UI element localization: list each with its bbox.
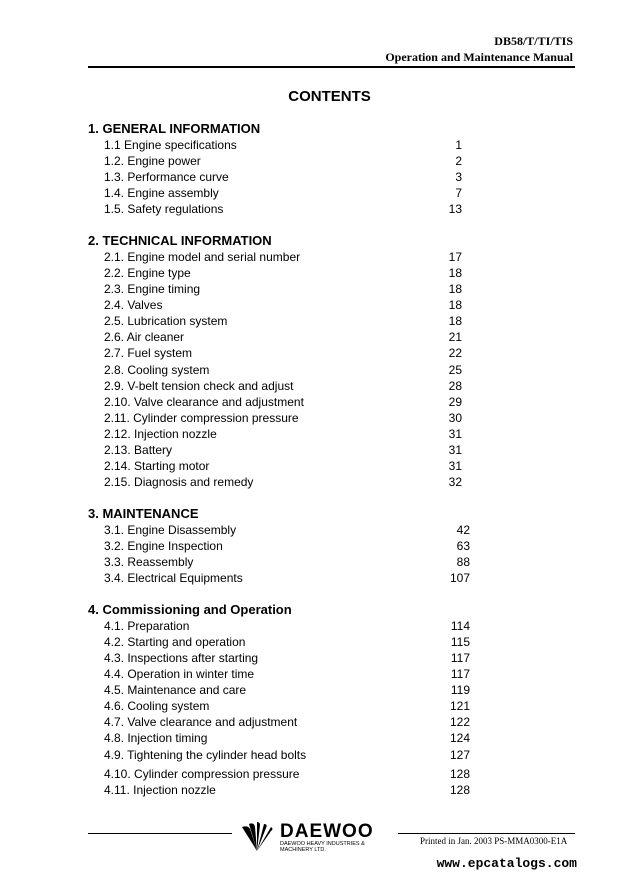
- toc-item: 3.4. Electrical Equipments: [104, 571, 243, 585]
- toc-item: 2.11. Cylinder compression pressure: [104, 411, 299, 425]
- toc-item: 2.12. Injection nozzle: [104, 427, 217, 441]
- footer-rule-left: [88, 833, 232, 834]
- toc-item: 2.8. Cooling system: [104, 363, 210, 377]
- toc-page: 28: [448, 379, 462, 393]
- header-manual-title: Operation and Maintenance Manual: [385, 50, 573, 64]
- section-title: 3. MAINTENANCE: [88, 506, 199, 521]
- toc-page: 124: [449, 731, 470, 745]
- toc-page: 117: [450, 651, 470, 665]
- toc-page: 30: [448, 411, 462, 425]
- logo-subtext: DAEWOO HEAVY INDUSTRIES & MACHINERY LTD.: [280, 841, 365, 853]
- toc-item: 2.5. Lubrication system: [104, 314, 228, 328]
- toc-item: 1.3. Performance curve: [104, 170, 229, 184]
- toc-item: 1.1 Engine specifications: [104, 138, 237, 152]
- toc-item: 1.4. Engine assembly: [104, 186, 219, 200]
- toc-page: 18: [448, 298, 462, 312]
- toc-item: 4.3. Inspections after starting: [104, 651, 259, 665]
- toc-item: 4.2. Starting and operation: [104, 635, 246, 649]
- toc-item: 2.3. Engine timing: [104, 282, 201, 296]
- toc-page: 31: [448, 459, 462, 473]
- toc-page: 22: [448, 346, 462, 360]
- toc-page: 7: [455, 186, 462, 200]
- toc-page: 18: [448, 314, 462, 328]
- header-rule: [88, 66, 575, 68]
- section-title: 1. GENERAL INFORMATION: [88, 121, 261, 136]
- toc-item: 4.8. Injection timing: [104, 731, 208, 745]
- toc-page: 121: [449, 699, 470, 713]
- print-info: Printed in Jan. 2003 PS-MMA0300-E1A: [420, 836, 568, 846]
- toc-page: 115: [450, 635, 470, 649]
- toc-page: 127: [449, 748, 470, 762]
- toc-page: 107: [449, 571, 470, 585]
- toc-page: 3: [455, 170, 462, 184]
- toc-item: 2.2. Engine type: [104, 266, 191, 280]
- toc-page: 32: [448, 475, 462, 489]
- toc-page: 117: [450, 667, 470, 681]
- toc-item: 2.13. Battery: [104, 443, 173, 457]
- toc-page: 31: [448, 427, 462, 441]
- toc-page: 2: [455, 154, 462, 168]
- daewoo-emblem-icon: [238, 821, 276, 853]
- daewoo-logo: [238, 821, 398, 853]
- toc-item: 2.4. Valves: [104, 298, 163, 312]
- toc-page: 88: [456, 555, 470, 569]
- toc-item: 3.1. Engine Disassembly: [104, 523, 237, 537]
- section-title: 2. TECHNICAL INFORMATION: [88, 233, 272, 248]
- toc-page: 18: [448, 282, 462, 296]
- toc-item: 4.10. Cylinder compression pressure: [104, 767, 300, 781]
- toc-page: 128: [449, 783, 470, 797]
- toc-item: 1.2. Engine power: [104, 154, 201, 168]
- section-title: 4. Commissioning and Operation: [88, 602, 292, 617]
- toc-item: 2.10. Valve clearance and adjustment: [104, 395, 304, 409]
- toc-page: 1: [455, 138, 462, 152]
- toc-item: 4.6. Cooling system: [104, 699, 210, 713]
- toc-item: 2.14. Starting motor: [104, 459, 210, 473]
- toc-item: 2.6. Air cleaner: [104, 330, 185, 344]
- toc-page: 128: [449, 767, 470, 781]
- toc-item: 3.3. Reassembly: [104, 555, 194, 569]
- toc-page: 114: [450, 619, 470, 633]
- toc-item: 2.7. Fuel system: [104, 346, 193, 360]
- toc-page: 122: [449, 715, 470, 729]
- toc-item: 4.5. Maintenance and care: [104, 683, 247, 697]
- toc-page: 13: [448, 202, 462, 216]
- footer-rule-right: [398, 833, 575, 834]
- toc-page: 63: [456, 539, 470, 553]
- toc-item: 3.2. Engine Inspection: [104, 539, 223, 553]
- toc-item: 2.1. Engine model and serial number: [104, 250, 301, 264]
- header-model: DB58/T/TI/TIS: [494, 34, 573, 48]
- toc-page: 18: [448, 266, 462, 280]
- toc-page: 42: [456, 523, 470, 537]
- toc-page: 31: [448, 443, 462, 457]
- toc-item: 4.1. Preparation: [104, 619, 190, 633]
- toc-page: 29: [448, 395, 462, 409]
- toc-item: 2.15. Diagnosis and remedy: [104, 475, 254, 489]
- toc-page: 25: [448, 363, 462, 377]
- toc-page: 119: [450, 683, 470, 697]
- toc-item: 4.11. Injection nozzle: [104, 783, 216, 797]
- toc-item: 2.9. V-belt tension check and adjust: [104, 379, 294, 393]
- toc-page: 17: [448, 250, 462, 264]
- toc-item: 1.5. Safety regulations: [104, 202, 224, 216]
- toc-item: 4.7. Valve clearance and adjustment: [104, 715, 298, 729]
- toc-item: 4.4. Operation in winter time: [104, 667, 255, 681]
- contents-title: CONTENTS: [288, 88, 371, 105]
- website-watermark: www.epcatalogs.com: [436, 856, 577, 871]
- toc-item: 4.9. Tightening the cylinder head bolts: [104, 748, 307, 762]
- logo-wordmark: DAEWOO: [280, 821, 374, 842]
- toc-page: 21: [448, 330, 462, 344]
